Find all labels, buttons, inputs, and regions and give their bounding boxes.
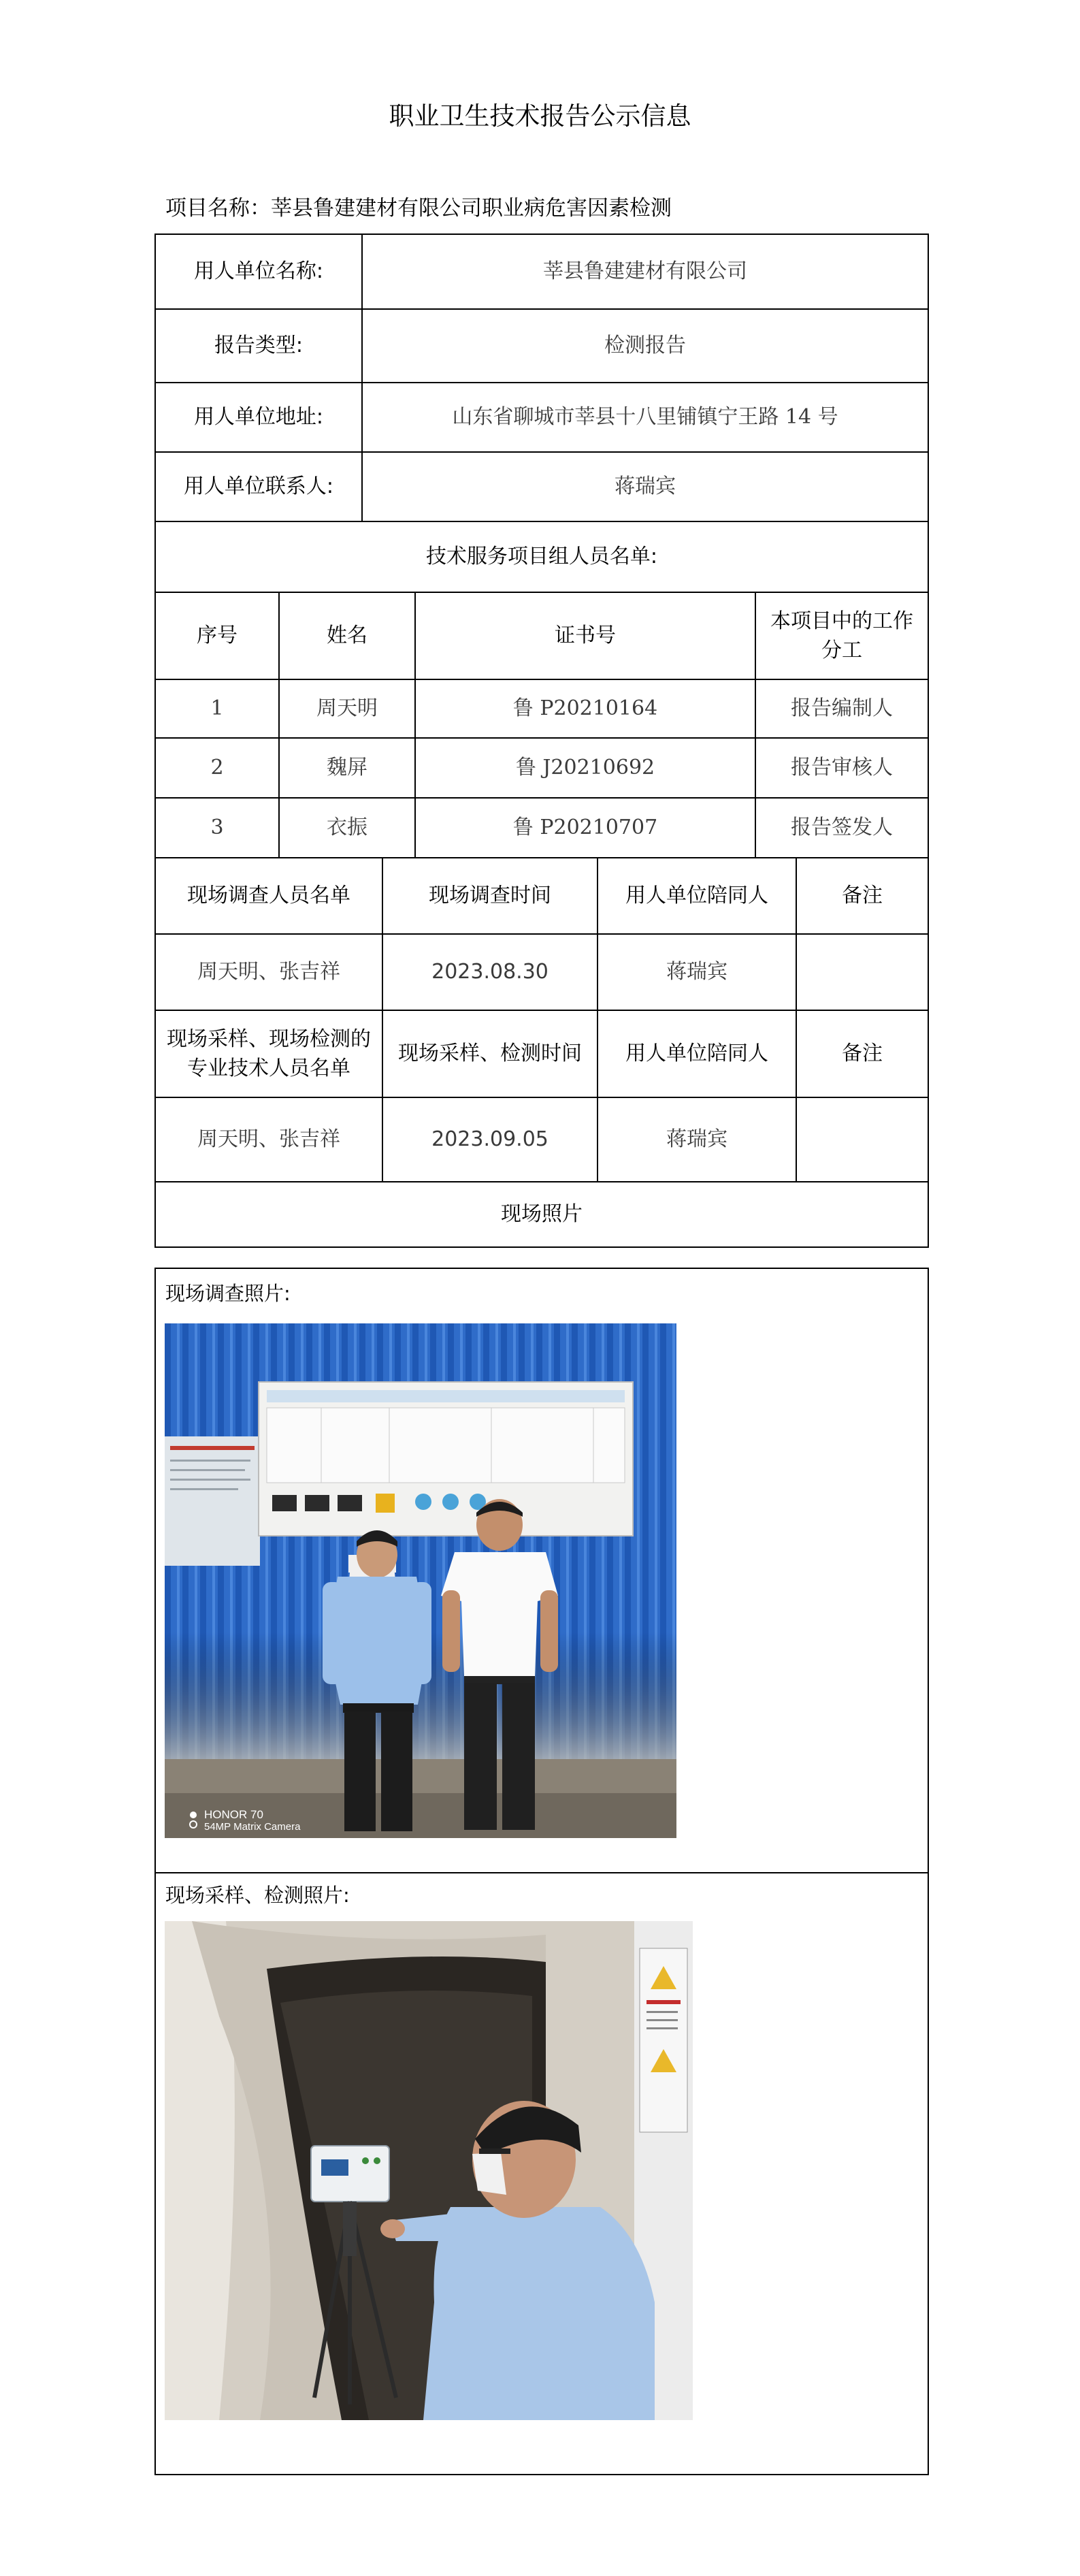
staff-role: 报告审核人 <box>791 756 893 780</box>
sampling-staff: 周天明、张吉祥 <box>156 1098 383 1181</box>
info-value: 检测报告 <box>604 334 686 358</box>
info-value: 蒋瑞宾 <box>615 474 676 499</box>
sampling-photo-image <box>165 1921 693 2420</box>
staff-header-row <box>156 522 928 593</box>
staff-cert: 鲁 J20210692 <box>416 739 756 797</box>
photos-header: 现场照片 <box>501 1202 583 1227</box>
staff-col-no: 序号 <box>156 593 280 679</box>
survey-note <box>797 935 928 1010</box>
sampling-time: 2023.09.05 <box>383 1098 598 1181</box>
survey-photo-image <box>165 1323 676 1838</box>
info-row <box>156 383 928 453</box>
page-title: 职业卫生技术报告公示信息 <box>389 101 691 131</box>
photos-box <box>154 1268 929 2475</box>
staff-no: 3 <box>156 799 280 857</box>
info-label: 用人单位地址: <box>156 383 363 451</box>
info-row <box>156 453 928 522</box>
staff-row <box>156 739 928 799</box>
survey-photo <box>165 1323 676 1838</box>
staff-role: 报告签发人 <box>791 816 893 840</box>
staff-name: 魏屏 <box>280 739 416 797</box>
survey-value-row <box>156 935 928 1011</box>
sampling-value-row <box>156 1098 928 1182</box>
staff-no: 1 <box>156 680 280 737</box>
info-label: 用人单位联系人: <box>156 453 363 521</box>
staff-row <box>156 680 928 739</box>
survey-col-escort: 用人单位陪同人 <box>598 858 797 933</box>
info-row <box>156 310 928 383</box>
info-label: 报告类型: <box>156 310 363 382</box>
sampling-photo-section <box>156 1873 928 2477</box>
camera-brand: HONOR 70 <box>204 1808 263 1821</box>
photos-header-row <box>156 1182 928 1246</box>
staff-no: 2 <box>156 739 280 797</box>
survey-photo-section <box>156 1269 928 1873</box>
sampling-photo-label: 现场采样、检测照片: <box>165 1884 350 1907</box>
info-label: 用人单位名称: <box>156 235 363 308</box>
info-row <box>156 235 928 310</box>
sampling-col-note: 备注 <box>842 1042 883 1066</box>
info-table <box>154 234 929 1248</box>
info-value: 山东省聊城市莘县十八里铺镇宁王路 14 号 <box>452 405 838 430</box>
project-name: 项目名称：莘县鲁建建材有限公司职业病危害因素检测 <box>165 196 672 221</box>
info-value: 莘县鲁建建材有限公司 <box>543 259 747 284</box>
sampling-col-staff: 现场采样、现场检测的专业技术人员名单 <box>156 1011 383 1097</box>
staff-col-name: 姓名 <box>280 593 416 679</box>
staff-row <box>156 799 928 858</box>
sampling-note <box>797 1098 928 1181</box>
sampling-col-escort: 用人单位陪同人 <box>598 1011 797 1097</box>
survey-staff: 周天明、张吉祥 <box>156 935 383 1010</box>
staff-name: 周天明 <box>280 680 416 737</box>
staff-col-role: 本项目中的工作分工 <box>770 609 913 662</box>
sampling-photo <box>165 1921 693 2420</box>
staff-name: 衣振 <box>280 799 416 857</box>
staff-cert: 鲁 P20210164 <box>416 680 756 737</box>
camera-model: 54MP Matrix Camera <box>204 1821 301 1833</box>
sampling-escort: 蒋瑞宾 <box>598 1098 797 1181</box>
sampling-header-row <box>156 1011 928 1098</box>
survey-col-note: 备注 <box>842 884 883 908</box>
survey-header-row <box>156 858 928 935</box>
staff-col-cert: 证书号 <box>416 593 756 679</box>
survey-col-time: 现场调查时间 <box>383 858 598 933</box>
survey-photo-label: 现场调查照片: <box>165 1282 291 1305</box>
sampling-col-time: 现场采样、检测时间 <box>383 1011 598 1097</box>
survey-col-staff: 现场调查人员名单 <box>156 858 383 933</box>
staff-columns-row <box>156 593 928 680</box>
staff-header: 技术服务项目组人员名单: <box>425 545 658 569</box>
staff-role: 报告编制人 <box>791 696 893 721</box>
survey-time: 2023.08.30 <box>383 935 598 1010</box>
survey-escort: 蒋瑞宾 <box>598 935 797 1010</box>
staff-cert: 鲁 P20210707 <box>416 799 756 857</box>
